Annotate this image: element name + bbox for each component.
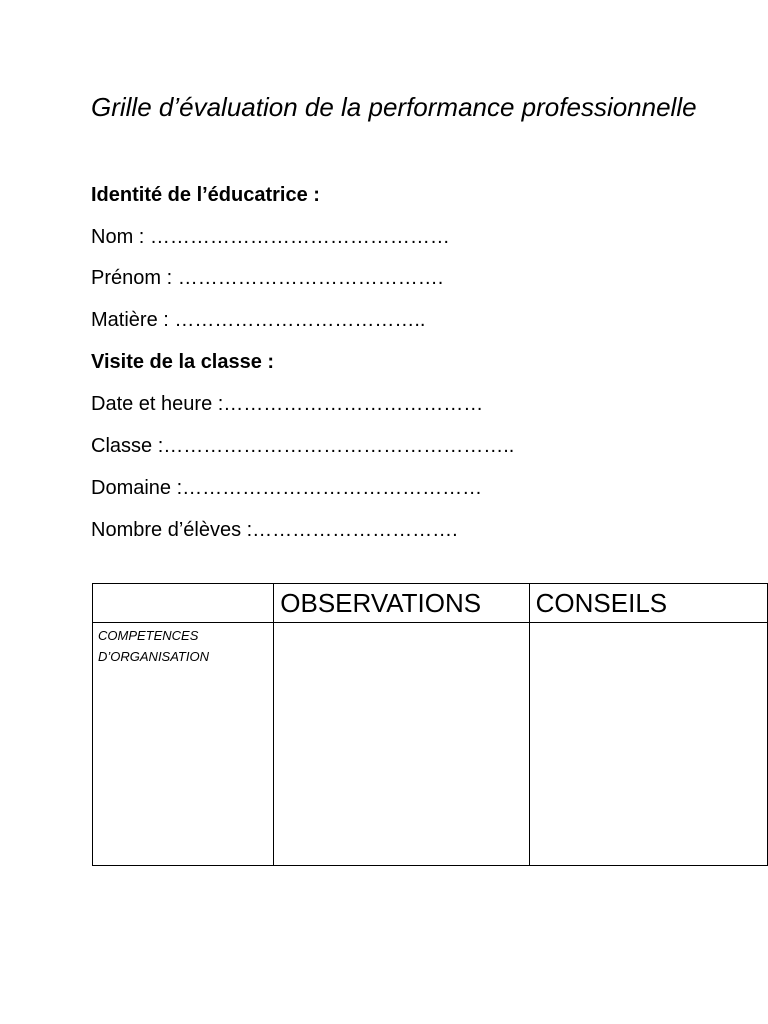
nombre-eleves-field[interactable]: Nombre d’élèves :…………………………. bbox=[91, 519, 458, 541]
nom-field[interactable]: Nom : ……………………………………… bbox=[91, 226, 450, 248]
evaluation-table bbox=[92, 583, 768, 866]
table-row bbox=[93, 623, 768, 866]
classe-field[interactable]: Classe :…………………………………………….. bbox=[91, 435, 515, 457]
table-header-row bbox=[93, 584, 768, 623]
header-conseils: CONSEILS bbox=[529, 584, 767, 623]
header-observations: OBSERVATIONS bbox=[274, 584, 529, 623]
matiere-field[interactable]: Matière : ……………………………….. bbox=[91, 309, 426, 331]
document-title: Grille d’évaluation de la performance professionnelle bbox=[91, 92, 697, 122]
prenom-field[interactable]: Prénom : …………………………………. bbox=[91, 267, 444, 289]
visite-heading: Visite de la classe : bbox=[91, 351, 275, 373]
row-label-cell bbox=[93, 623, 274, 866]
date-heure-field[interactable]: Date et heure :………………………………… bbox=[91, 393, 484, 415]
conseils-cell[interactable] bbox=[529, 623, 767, 866]
competences-organisation-label: COMPETENCES D’ORGANISATION bbox=[98, 628, 209, 664]
domaine-field[interactable]: Domaine :……………………………………… bbox=[91, 477, 483, 499]
header-empty-cell bbox=[93, 584, 274, 623]
observations-cell[interactable] bbox=[274, 623, 529, 866]
identity-heading: Identité de l’éducatrice : bbox=[91, 184, 320, 206]
